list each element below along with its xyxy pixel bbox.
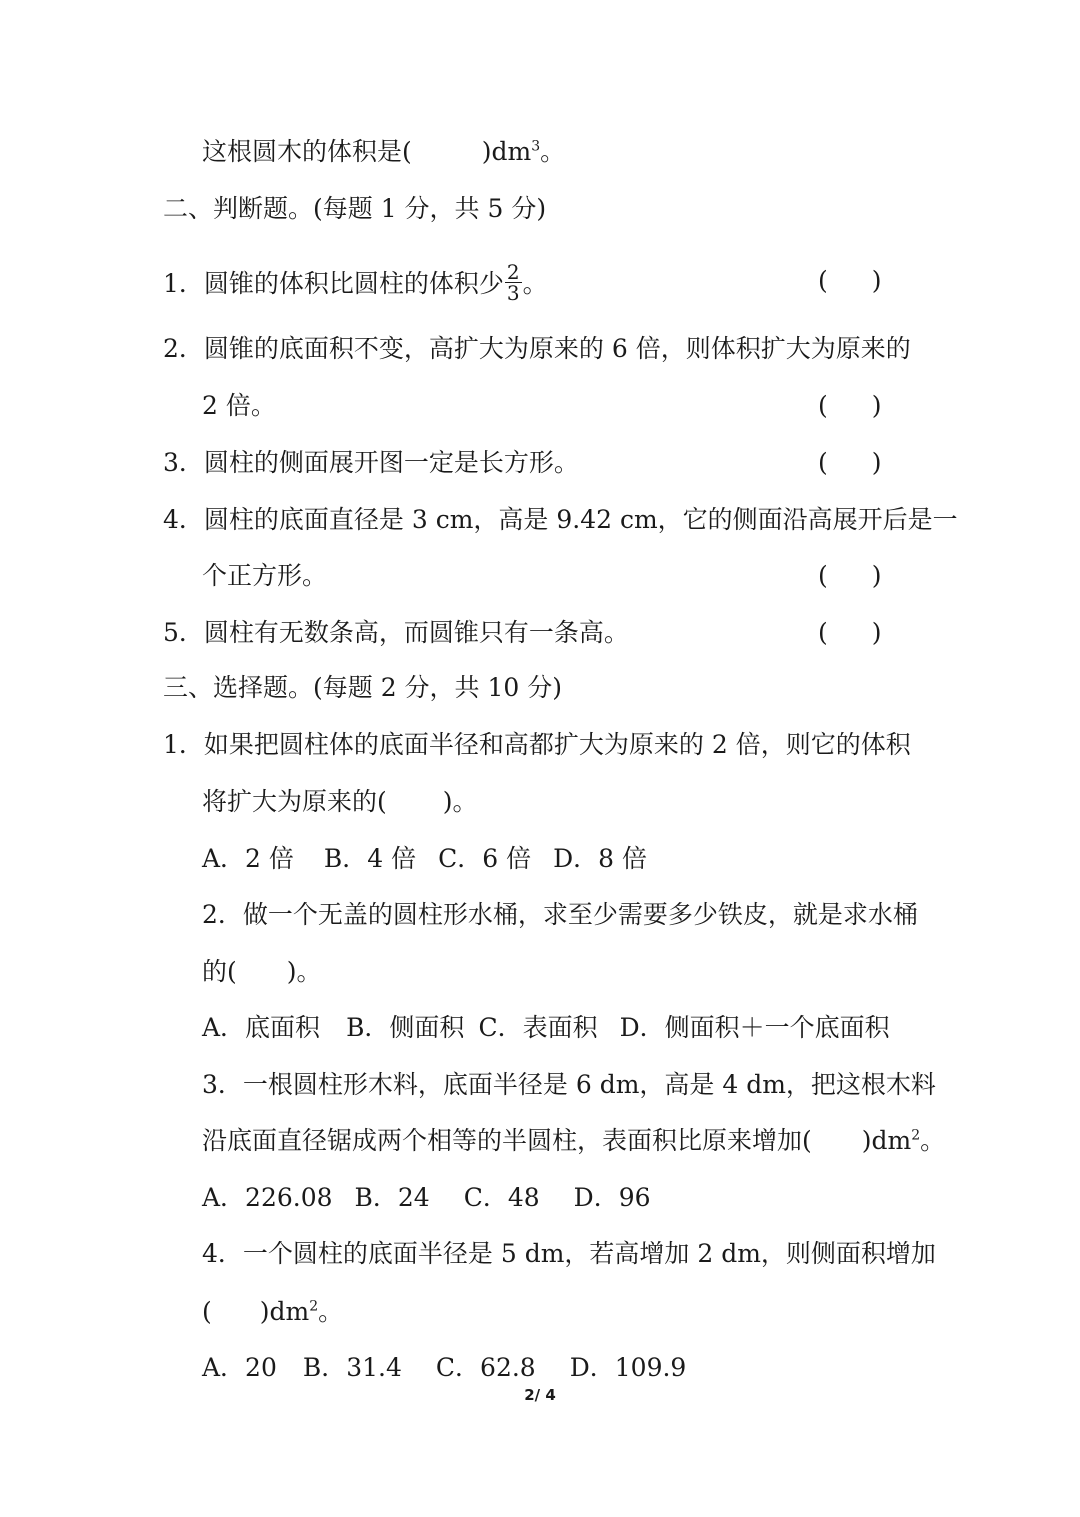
option-a[interactable]: A．226.08 — [202, 1183, 333, 1212]
judge-q5-answer-paren[interactable] — [818, 617, 882, 649]
judge-q4-line1: 4．圆柱的底面直径是 3 cm，高是 9.42 cm，它的侧面沿高展开后是一 — [163, 505, 958, 534]
option-a[interactable]: A．底面积 — [202, 1013, 321, 1042]
option-c[interactable]: C．62.8 — [435, 1353, 536, 1382]
paren-open: ( — [818, 266, 828, 295]
choice-q1-options — [202, 843, 647, 875]
paren-open: ( — [818, 561, 828, 590]
fraction-denominator: 3 — [506, 281, 520, 305]
choice-q3-line1: 3．一根圆柱形木料，底面半径是 6 dm，高是 4 dm，把这根木料 — [202, 1070, 936, 1099]
choice-q1-line1: 1．如果把圆柱体的底面半径和高都扩大为原来的 2 倍，则它的体积 — [163, 730, 911, 759]
choice-q4-options — [202, 1352, 686, 1384]
judge-q3-answer-paren[interactable] — [818, 447, 882, 479]
choice-q2-line1: 2．做一个无盖的圆柱形水桶，求至少需要多少铁皮，就是求水桶 — [202, 900, 918, 929]
choice-q3-text: 沿底面直径锯成两个相等的半圆柱，表面积比原来增加( — [202, 1126, 812, 1155]
judge-q2-line2: 2 倍。 — [202, 391, 276, 420]
judge-q1-answer-paren[interactable] — [818, 265, 882, 297]
choice-q4-tail: 。 — [318, 1297, 344, 1326]
option-d[interactable]: D．96 — [573, 1183, 651, 1212]
choice-q3-line2 — [202, 1125, 945, 1157]
option-d[interactable]: D．侧面积＋一个底面积 — [619, 1013, 890, 1042]
choice-q4-unit-exponent: 2 — [309, 1298, 319, 1315]
option-b[interactable]: B．侧面积 — [346, 1013, 465, 1042]
paren-open: ( — [818, 448, 828, 477]
judge-q3: 3．圆柱的侧面展开图一定是长方形。 — [163, 448, 579, 477]
intro-tail: 。 — [540, 137, 566, 166]
choice-q3-unit: )dm — [861, 1126, 912, 1155]
option-b[interactable]: B．4 倍 — [323, 844, 417, 873]
judge-q2-answer-paren[interactable] — [818, 390, 882, 422]
choice-q2-text: 的( — [202, 957, 237, 986]
choice-q4-line2 — [202, 1296, 343, 1328]
intro-text: 这根圆木的体积是( — [202, 137, 412, 166]
choice-q3-tail: 。 — [920, 1126, 946, 1155]
choice-q1-tail: )。 — [442, 787, 478, 816]
option-c[interactable]: C．6 倍 — [438, 844, 532, 873]
paren-close: ) — [871, 618, 882, 647]
option-d[interactable]: D．109.9 — [569, 1353, 687, 1382]
judge-q4-line2: 个正方形。 — [202, 561, 328, 590]
intro-unit: )dm — [481, 137, 532, 166]
judge-q5: 5．圆柱有无数条高，而圆锥只有一条高。 — [163, 618, 629, 647]
option-a[interactable]: A．2 倍 — [202, 844, 294, 873]
option-d[interactable]: D．8 倍 — [553, 844, 648, 873]
option-b[interactable]: B．24 — [354, 1183, 430, 1212]
section3-heading: 三、选择题。(每题 2 分，共 10 分) — [163, 673, 563, 702]
choice-q3-options — [202, 1182, 651, 1214]
paren-close: ) — [871, 391, 882, 420]
intro-line — [202, 136, 565, 168]
judge-q1 — [163, 260, 548, 306]
option-c[interactable]: C．48 — [463, 1183, 540, 1212]
judge-q1-fraction — [505, 262, 522, 303]
fraction-numerator: 2 — [506, 260, 520, 284]
judge-q1-tail: 。 — [522, 269, 548, 298]
paren-close: ) — [871, 448, 882, 477]
paren-close: ) — [871, 266, 882, 295]
judge-q4-answer-paren[interactable] — [818, 560, 882, 592]
choice-q4-unit: )dm — [259, 1297, 310, 1326]
paren-open: ( — [818, 618, 828, 647]
choice-q2-options — [202, 1012, 890, 1044]
choice-q2-line2 — [202, 956, 322, 988]
choice-q1-line2 — [202, 786, 478, 818]
choice-q2-tail: )。 — [286, 957, 322, 986]
choice-q1-text: 将扩大为原来的( — [202, 787, 387, 816]
section2-heading: 二、判断题。(每题 1 分，共 5 分) — [163, 194, 547, 223]
option-c[interactable]: C．表面积 — [478, 1013, 598, 1042]
choice-q4-open: ( — [202, 1297, 212, 1326]
paren-open: ( — [818, 391, 828, 420]
judge-q1-text: 1．圆锥的体积比圆柱的体积少 — [163, 269, 504, 298]
paren-close: ) — [871, 561, 882, 590]
option-b[interactable]: B．31.4 — [302, 1353, 402, 1382]
intro-unit-exponent: 3 — [531, 138, 541, 155]
page-number: 2/ 4 — [524, 1386, 556, 1404]
option-a[interactable]: A．20 — [202, 1353, 277, 1382]
choice-q3-unit-exponent: 2 — [911, 1127, 921, 1144]
choice-q4-line1: 4．一个圆柱的底面半径是 5 dm，若高增加 2 dm，则侧面积增加 — [202, 1239, 936, 1268]
judge-q2-line1: 2．圆锥的底面积不变，高扩大为原来的 6 倍，则体积扩大为原来的 — [163, 334, 911, 363]
